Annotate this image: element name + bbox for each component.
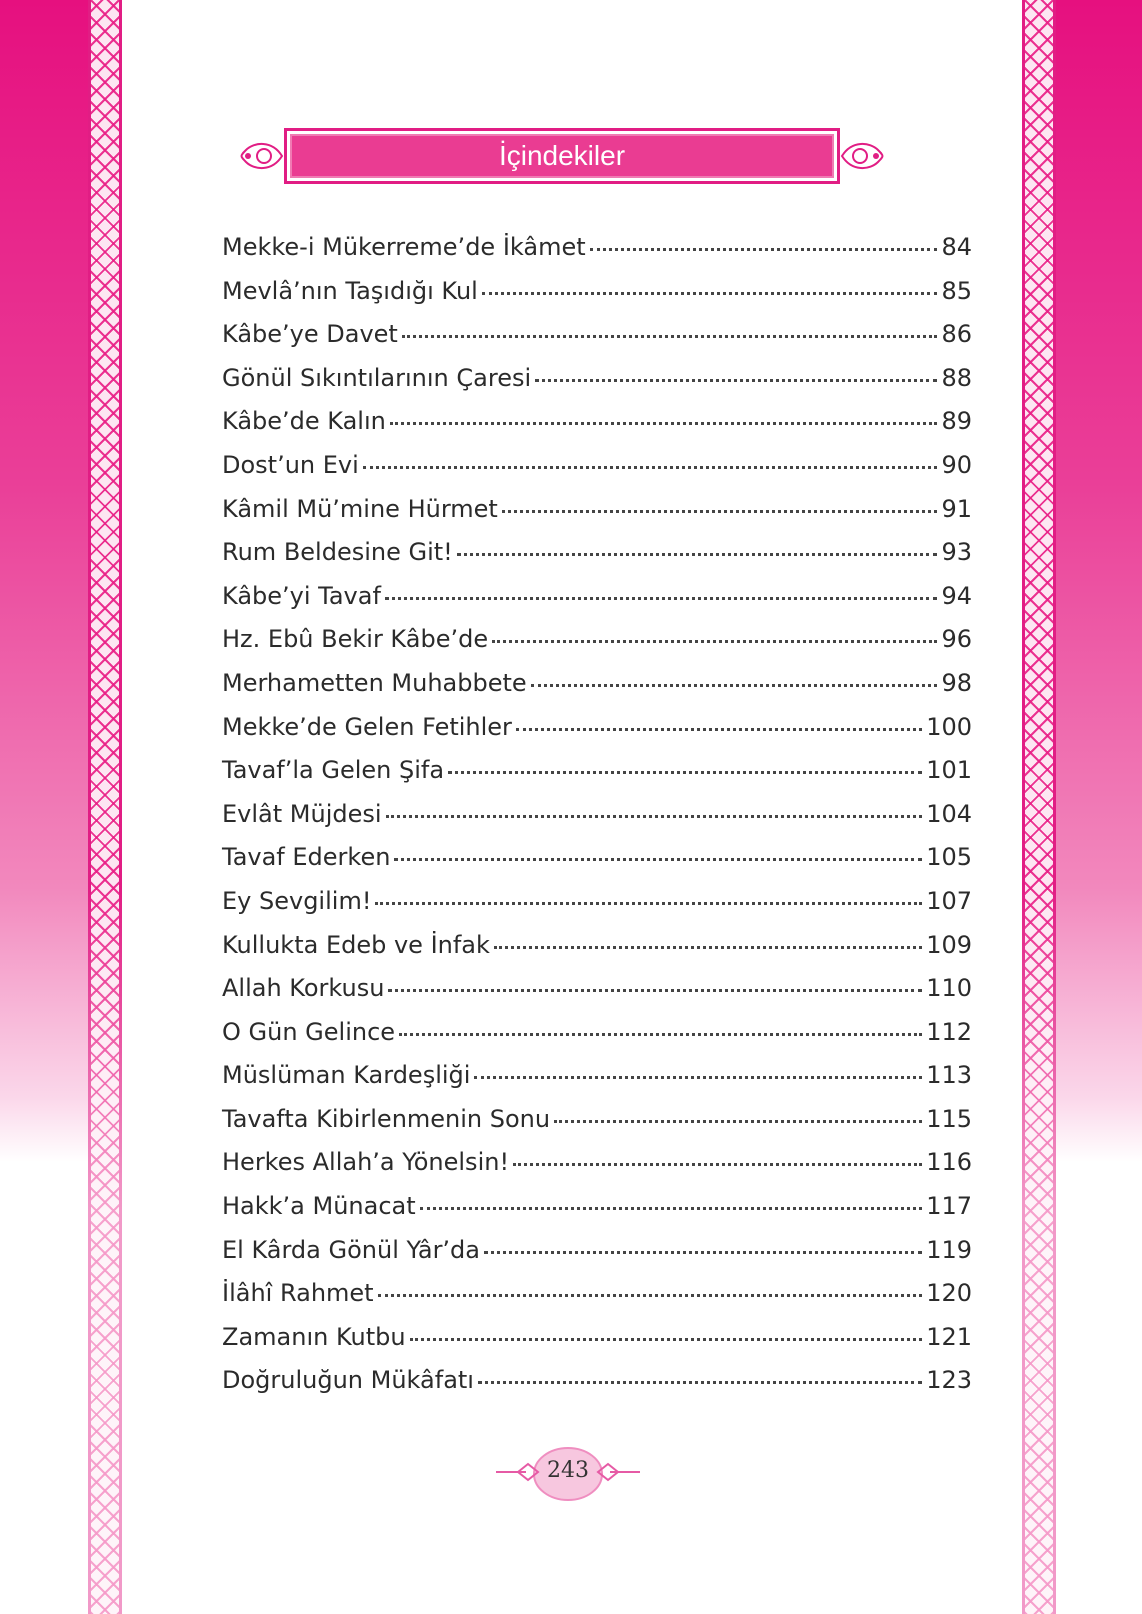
toc-entry-page: 121: [926, 1322, 972, 1351]
toc-entry-title: Mekke-i Mükerreme’de İkâmet: [222, 233, 586, 261]
toc-entry-title: Dost’un Evi: [222, 450, 359, 479]
toc-entry-page: 115: [926, 1104, 972, 1133]
toc-entry[interactable]: [222, 800, 972, 844]
toc-entry-title: El Kârda Gönül Yâr’da: [222, 1235, 480, 1264]
toc-entry-title: Evlât Müjdesi: [222, 799, 382, 828]
toc-entry-title: Herkes Allah’a Yönelsin!: [222, 1148, 510, 1177]
header-box: [284, 128, 840, 184]
toc-entry[interactable]: [222, 1236, 972, 1280]
toc-entry-page: 117: [926, 1192, 972, 1221]
toc-entry-title: Mevlâ’nın Taşıdığı Kul: [222, 276, 478, 305]
toc-entry-page: 86: [941, 320, 972, 349]
toc-entry-title: Kâmil Mü’mine Hürmet: [222, 494, 498, 523]
toc-entry[interactable]: [222, 407, 972, 451]
toc-entry[interactable]: [222, 277, 972, 321]
toc-dot-leader: [448, 771, 922, 774]
toc-entry-page: 110: [926, 974, 972, 1003]
toc-entry-title: Gönül Sıkıntılarının Çaresi: [222, 363, 532, 392]
toc-entry[interactable]: [222, 582, 972, 626]
toc-entry[interactable]: [222, 974, 972, 1018]
toc-entry-page: 84: [941, 233, 972, 261]
toc-entry[interactable]: [222, 843, 972, 887]
toc-entry-page: 120: [926, 1279, 972, 1308]
toc-dot-leader: [457, 553, 938, 556]
left-pink-band: [0, 0, 88, 1614]
toc-entry-title: Tavaf’la Gelen Şifa: [222, 756, 445, 785]
toc-entry[interactable]: [222, 1366, 972, 1410]
toc-entry-page: 100: [926, 712, 972, 741]
toc-entry-page: 105: [926, 843, 972, 872]
toc-entry-page: 89: [941, 407, 972, 436]
toc-dot-leader: [502, 510, 938, 513]
toc-dot-leader: [516, 728, 922, 731]
toc-entry[interactable]: [222, 1192, 972, 1236]
toc-entry-title: Tavaf Ederken: [222, 843, 391, 872]
toc-entry-title: O Gün Gelince: [222, 1017, 396, 1046]
toc-entry-title: Kâbe’ye Davet: [222, 320, 398, 349]
toc-entry[interactable]: [222, 538, 972, 582]
toc-dot-leader: [554, 1120, 922, 1123]
toc-entry[interactable]: [222, 1279, 972, 1323]
toc-dot-leader: [492, 640, 937, 643]
toc-dot-leader: [402, 335, 938, 338]
toc-entry[interactable]: [222, 320, 972, 364]
toc-entry-title: Hz. Ebû Bekir Kâbe’de: [222, 625, 489, 654]
toc-entry[interactable]: [222, 233, 972, 277]
toc-entry-page: 112: [926, 1017, 972, 1046]
toc-dot-leader: [474, 1076, 922, 1079]
toc-entry-title: Rum Beldesine Git!: [222, 538, 453, 567]
right-pink-band: [1056, 0, 1142, 1614]
toc-entry-title: Ey Sevgilim!: [222, 886, 372, 915]
toc-entry-page: 119: [926, 1235, 972, 1264]
table-of-contents: [222, 233, 972, 1410]
toc-entry[interactable]: [222, 1105, 972, 1149]
toc-entry-page: 93: [941, 538, 972, 567]
toc-dot-leader: [363, 466, 938, 469]
toc-entry-page: 113: [926, 1061, 972, 1090]
toc-entry-page: 85: [941, 276, 972, 305]
toc-entry[interactable]: [222, 756, 972, 800]
toc-dot-leader: [494, 946, 922, 949]
toc-dot-leader: [375, 902, 922, 905]
toc-entry-page: 91: [941, 494, 972, 523]
right-border-fade: [1022, 0, 1056, 1614]
toc-entry[interactable]: [222, 364, 972, 408]
toc-entry-page: 123: [926, 1366, 972, 1395]
toc-entry[interactable]: [222, 625, 972, 669]
toc-dot-leader: [378, 1294, 923, 1297]
toc-entry-page: 107: [926, 886, 972, 915]
toc-entry-title: Kâbe’yi Tavaf: [222, 581, 381, 610]
toc-dot-leader: [590, 248, 938, 251]
toc-entry-title: İlâhî Rahmet: [222, 1279, 374, 1308]
toc-entry-title: Tavafta Kibirlenmenin Sonu: [222, 1104, 551, 1133]
toc-entry-page: 94: [941, 581, 972, 610]
page-title: İçindekiler: [498, 140, 626, 171]
toc-dot-leader: [482, 292, 938, 295]
toc-entry-title: Kullukta Edeb ve İnfak: [222, 930, 490, 959]
toc-entry[interactable]: [222, 931, 972, 975]
toc-entry-title: Doğruluğun Mükâfatı: [222, 1366, 474, 1395]
toc-entry-title: Müslüman Kardeşliği: [222, 1061, 471, 1090]
left-border-fade: [88, 0, 122, 1614]
toc-entry[interactable]: [222, 1018, 972, 1062]
toc-entry-page: 116: [926, 1148, 972, 1177]
toc-entry[interactable]: [222, 887, 972, 931]
toc-dot-leader: [394, 858, 922, 861]
header-banner: [236, 128, 888, 188]
toc-dot-leader: [420, 1207, 923, 1210]
toc-dot-leader: [385, 597, 938, 600]
toc-entry-page: 96: [941, 625, 972, 654]
toc-dot-leader: [386, 815, 923, 818]
toc-entry-title: Hakk’a Münacat: [222, 1192, 416, 1221]
toc-entry-page: 98: [941, 668, 972, 697]
toc-entry[interactable]: [222, 1323, 972, 1367]
toc-dot-leader: [399, 1033, 922, 1036]
page-number: 243: [547, 1458, 589, 1483]
ornament-left-icon: [236, 132, 284, 180]
toc-dot-leader: [478, 1381, 922, 1384]
toc-dot-leader: [513, 1163, 922, 1166]
toc-entry-page: 109: [926, 930, 972, 959]
toc-dot-leader: [390, 422, 938, 425]
toc-entry-title: Kâbe’de Kalın: [222, 407, 386, 436]
page-number-badge: [496, 1444, 640, 1504]
toc-dot-leader: [410, 1338, 923, 1341]
toc-entry[interactable]: [222, 1061, 972, 1105]
toc-entry-page: 90: [941, 450, 972, 479]
toc-entry[interactable]: [222, 451, 972, 495]
toc-entry[interactable]: [222, 495, 972, 539]
toc-entry-title: Merhametten Muhabbete: [222, 668, 527, 697]
toc-entry-page: 104: [926, 799, 972, 828]
toc-entry[interactable]: [222, 713, 972, 757]
toc-dot-leader: [388, 989, 922, 992]
toc-entry-page: 88: [941, 363, 972, 392]
toc-entry-title: Allah Korkusu: [222, 974, 385, 1003]
toc-dot-leader: [531, 684, 938, 687]
toc-entry[interactable]: [222, 669, 972, 713]
toc-entry-title: Mekke’de Gelen Fetihler: [222, 712, 512, 741]
toc-entry-page: 101: [926, 756, 972, 785]
toc-dot-leader: [535, 379, 937, 382]
toc-entry-title: Zamanın Kutbu: [222, 1322, 406, 1351]
ornament-right-icon: [840, 132, 888, 180]
toc-dot-leader: [484, 1251, 922, 1254]
toc-entry[interactable]: [222, 1148, 972, 1192]
